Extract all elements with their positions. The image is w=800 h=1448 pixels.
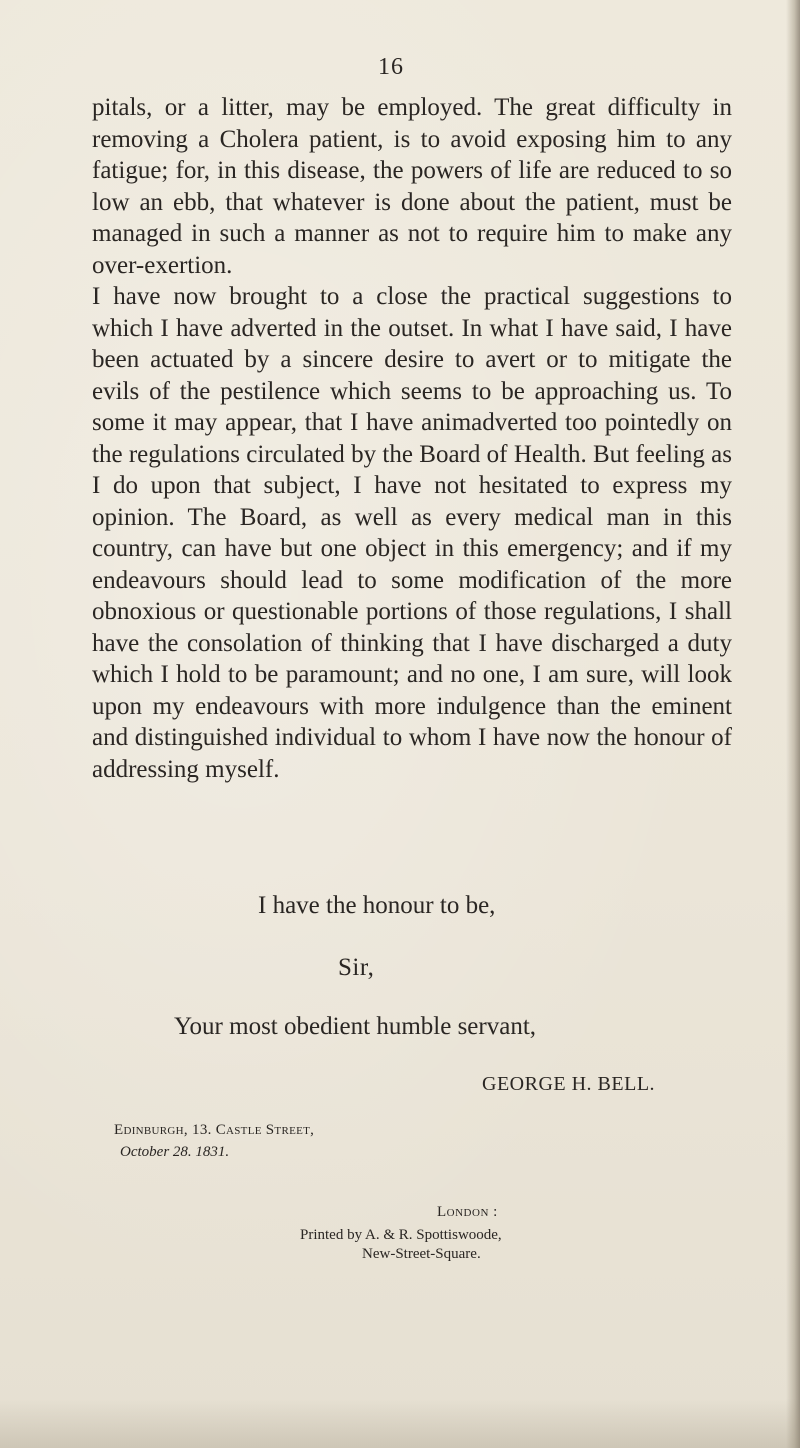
page-number: 16 [378,54,404,80]
valediction: Your most obedient humble servant, [174,1013,537,1040]
paragraph-2: I have now brought to a close the practical suggestions to which I have adverted in the outset. In what I have said, I have been actuated by a sincere desire to avert or to mitigate the evils of the pestilence which seems to be approaching us. To some it may appear, that I have animadverted too pointedly on the regulations circulated by the Board of Health. But feeling as I do upon that subject, I have not hesitated to express my opinion. The Board, as well as every medical man in this country, can have but one object in this emergency; and if my endeavours should lead to some modification of the more obnoxious or questionable portions of those regulations, I shall have the consolation of thinking that I have discharged a duty which I hold to be paramount; and no one, I am sure, will look upon my endeavours with more indulgence than the eminent and distinguished individual to whom I have now the honour of addressing myself. [92,283,732,783]
address-date: October 28. 1831. [120,1144,230,1160]
page-bottom-shadow [0,1398,800,1448]
printer-city: London : [437,1204,498,1220]
body-text [92,92,732,785]
paragraph-1: pitals, or a litter, may be employed. The great difficulty in removing a Cholera patient, is to avoid exposing him to any fatigue; for, in this disease, the powers of life are reduced to so low an ebb, that whatever is done about the patient, must be managed in such a manner as not to require him to make any over-exertion. [92,94,732,279]
page-edge-shadow [786,0,800,1448]
address-place: Edinburgh, 13. Castle Street, [114,1122,315,1138]
salutation: Sir, [338,954,375,981]
signature: GEORGE H. BELL. [482,1073,656,1095]
closing-line: I have the honour to be, [258,892,496,919]
printer-name: Printed by A. & R. Spottiswoode, [300,1227,502,1243]
printer-address: New-Street-Square. [362,1246,481,1262]
